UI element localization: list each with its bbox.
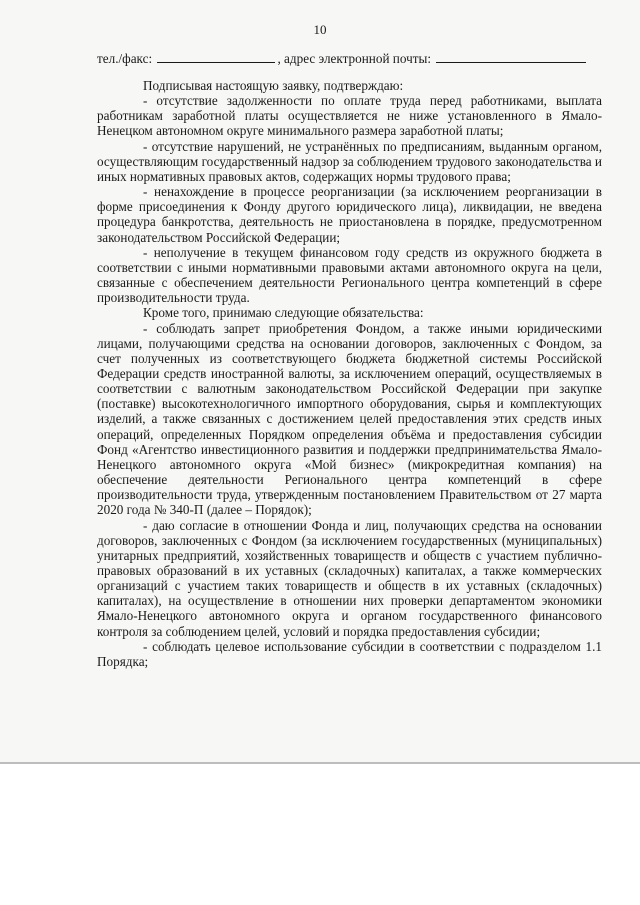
contact-line: [97, 50, 602, 67]
obligation-currency-ban: - соблюдать запрет приобретения Фондом, а также иными юридическими лицами, получающими средства на основании договоров, заключенных с Фондом, за счет полученных из соответствующего бюджета бюджетной системы Российской Федерации средств иностранной валюты, за исключением операций, осуществляемых в соответствии с валютным законодательством Российской Федерации при закупке (поставке) высокотехнологичного импортного оборудования, сырья и комплектующих изделий, а также связанных с достижением целей предоставления этих средств иных операций, определенных Порядком определения объёма и предоставления субсидии Фонд «Агентство инвестиционного развития и поддержки предпринимательства Ямало-Ненецкого автономного округа «Мой бизнес» (микрокредитная компания) на обеспечение деятельности Регионального центра компетенций в сфере производительности труда, утвержденным постановлением Правительством от 27 марта 2020 года № 340-П (далее – Порядок);: [97, 320, 602, 518]
blank-margin: [0, 765, 640, 905]
confirmation-no-other-funding: - неполучение в текущем финансовом году средств из окружного бюджета в соответствии с иными нормативными правовыми актами автономного округа на цели, связанные с обеспечением деятельности Регионального центра компетенций в сфере производительности труда.: [97, 244, 602, 306]
obligation-targeted-use: - соблюдать целевое использование субсидии в соответствии с подразделом 1.1 Порядка;: [97, 638, 602, 669]
email-blank: [436, 50, 586, 63]
application-text: [97, 78, 602, 669]
obligation-audit-consent: - даю согласие в отношении Фонда и лиц, получающих средства на основании договоров, заключенных с Фондом (за исключением государственных (муниципальных) унитарных предприятий, хозяйственных товариществ и обществ с участием публично-правовых образований в их уставных (складочных) капиталах, а также коммерческих организаций с участием таких товариществ и обществ в их уставных (складочных) капиталах), на осуществление в отношении них проверки департаментом экономики Ямало-Ненецкого автономного округа и органом государственного финансового контроля за соблюдением целей, условий и порядка предоставления субсидии;: [97, 517, 602, 639]
intro-paragraph: Подписывая настоящую заявку, подтверждаю:: [143, 78, 404, 93]
confirmation-no-wage-debt: - отсутствие задолженности по оплате труда перед работниками, выплата работникам заработной платы осуществляется не ниже установленного в Ямало-Ненецком автономном округе минимального размера заработной платы;: [97, 93, 602, 139]
phone-fax-blank: [157, 50, 275, 63]
page-number: 10: [313, 22, 327, 37]
phone-fax-label: тел./факс:: [97, 51, 153, 66]
email-label: , адрес электронной почты:: [277, 51, 432, 66]
confirmation-no-reorganization: - ненахождение в процессе реорганизации (за исключением реорганизации в форме присоединения к Фонду другого юридического лица), ликвидации, не введена процедура банкротства, деятельность не приостановлена в порядке, предусмотренном законодательством Российской Федерации;: [97, 184, 602, 245]
confirmation-no-violations: - отсутствие нарушений, не устранённых по предписаниям, выданным органом, осуществляющим государственный надзор за соблюдением трудового законодательства и иных нормативных правовых актов, содержащих нормы трудового права;: [97, 138, 602, 184]
obligations-heading: Кроме того, принимаю следующие обязательства:: [143, 305, 424, 321]
